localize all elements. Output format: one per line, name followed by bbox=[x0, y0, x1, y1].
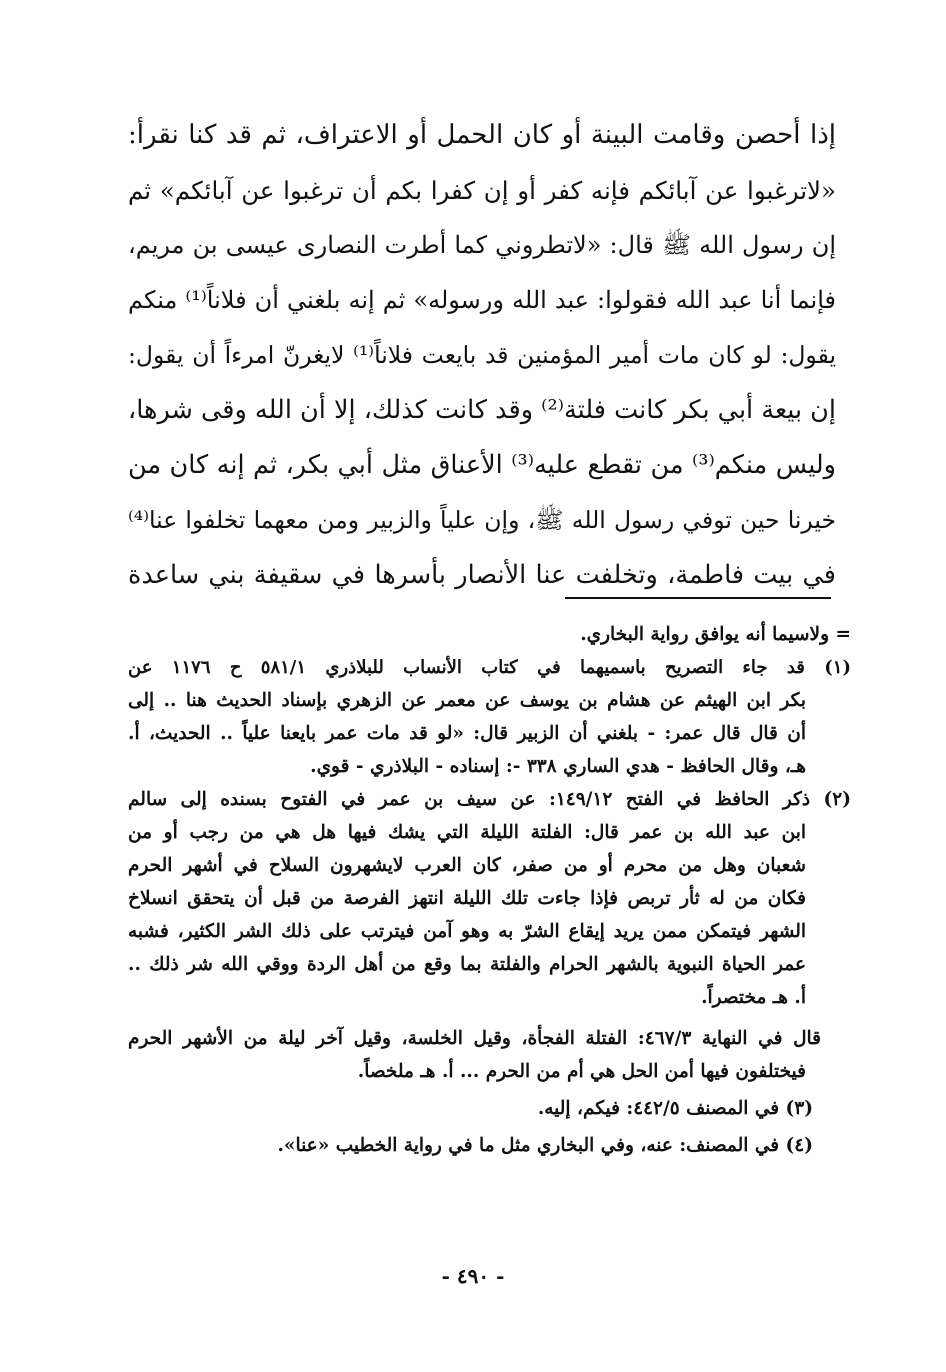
main-text-line: إن بيعة أبي بكر كانت فلتة⁽²⁾ وقد كانت كذلك، إلا أن الله وقى شرها، bbox=[128, 395, 836, 425]
footnote-line: (٢) ذكر الحافظ في الفتح ١٤٩/١٢: عن سيف بن عمر في الفتوح بسنده إلى سالم bbox=[128, 789, 851, 810]
main-text-line: خيرنا حين توفي رسول الله ﷺ، وإن علياً والزبير ومن معهما تخلفوا عنا⁽⁴⁾ bbox=[128, 506, 836, 534]
footnote-line: فيختلفون فيها أمن الحل هي أم من الحرم ... أ. هـ ملخصاً. bbox=[357, 1061, 806, 1082]
main-text-line: في بيت فاطمة، وتخلفت عنا الأنصار بأسرها في سقيفة بني ساعدة bbox=[128, 560, 836, 590]
footnote-line: بكر ابن الهيثم عن هشام بن يوسف عن معمر عن الزهري بإسناد الحديث هنا .. إلى bbox=[128, 690, 806, 711]
footnote-line: فكان من له ثأر تربص فإذا جاءت تلك الليلة انتهز الفرصة من قبل أن يتحقق انسلاخ bbox=[128, 888, 806, 909]
footnote-line: شعبان وهل من محرم أو من صفر، كان العرب لايشهرون السلاح في أشهر الحرم bbox=[128, 855, 806, 876]
footnote-line: أ. هـ مختصراً. bbox=[701, 987, 806, 1008]
footnote-line: الشهر فيتمكن ممن يريد إيقاع الشرّ به وهو آمن فيترتب على ذلك الشر الكثير، فشبه bbox=[128, 921, 806, 942]
footnote-line: = ولاسيما أنه يوافق رواية البخاري. bbox=[580, 624, 851, 645]
footnotes-block bbox=[128, 618, 851, 1162]
main-text-line: إن رسول الله ﷺ قال: «لاتطروني كما أطرت النصارى عيسى بن مريم، bbox=[128, 231, 836, 259]
footnote-line: (١) قد جاء التصريح باسميهما في كتاب الأنساب للبلاذري ٥٨١/١ ح ١١٧٦ عن bbox=[128, 657, 851, 678]
main-text-line: وليس منكم⁽³⁾ من تقطع عليه⁽³⁾ الأعناق مثل أبي بكر، ثم إنه كان من bbox=[128, 450, 836, 480]
footnote-separator bbox=[565, 597, 831, 599]
page-number: - ٤٩٠ - bbox=[441, 1264, 505, 1288]
footnote-line: هـ، وقال الحافظ - هدي الساري ٣٣٨ -: إسناده - البلاذري - قوي. bbox=[310, 756, 806, 777]
footnote-line: (٤) في المصنف: عنه، وفي البخاري مثل ما في رواية الخطيب «عنا». bbox=[277, 1135, 813, 1156]
footnote-line: (٣) في المصنف ٤٤٢/٥: فيكم، إليه. bbox=[537, 1098, 813, 1119]
footnote-line: قال في النهاية ٤٦٧/٣: الفتلة الفجأة، وقيل الخلسة، وقيل آخر ليلة من الأشهر الحرم bbox=[128, 1028, 821, 1049]
main-text-line: يقول: لو كان مات أمير المؤمنين قد بايعت فلاناً⁽¹⁾ لايغرنّ امرءاً أن يقول: bbox=[128, 341, 836, 369]
footnote-line: ابن عبد الله بن عمر قال: الفلتة الليلة التي يشك فيها هل هي من رجب أو من bbox=[128, 822, 806, 843]
main-text-line: «لاترغبوا عن آبائكم فإنه كفر أو إن كفرا بكم أن ترغبوا عن آبائكم» ثم bbox=[128, 176, 836, 205]
footnote-line: أن قال قال عمر: - بلغني أن الزبير قال: «لو قد مات عمر بايعنا علياً .. الحديث، أ. bbox=[128, 723, 806, 744]
main-text-block bbox=[128, 108, 836, 603]
footnote-line: عمر الحياة النبوية بالشهر الحرام والفلتة بما وقع من أهل الردة ووقي الله شر ذلك .. bbox=[128, 954, 806, 975]
main-text-line: فإنما أنا عبد الله فقولوا: عبد الله ورسوله» ثم إنه بلغني أن فلاناً⁽¹⁾ منكم bbox=[128, 286, 836, 314]
main-text-line: إذا أحصن وقامت البينة أو كان الحمل أو الاعتراف، ثم قد كنا نقرأ: bbox=[128, 120, 836, 150]
